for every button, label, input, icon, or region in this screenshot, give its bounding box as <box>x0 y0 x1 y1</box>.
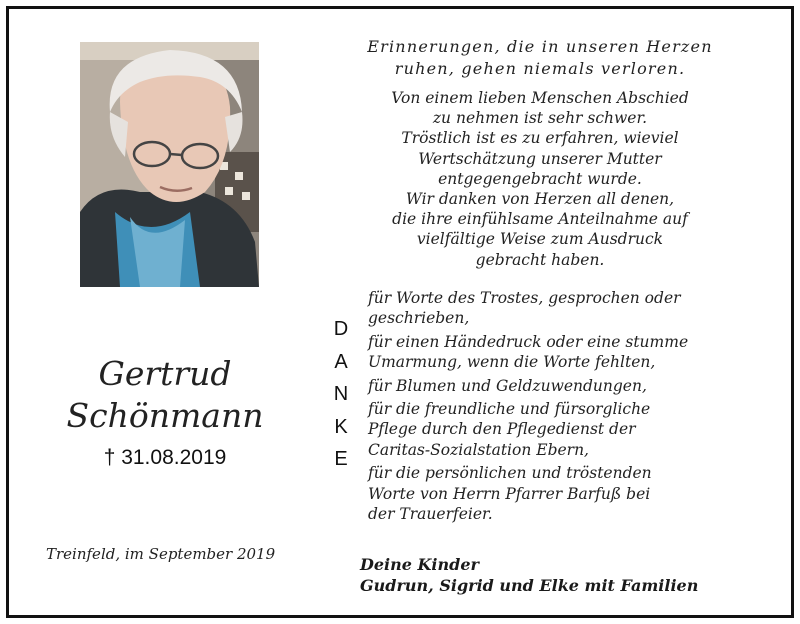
signature-line: Gudrun, Sigrid und Elke mit Familien <box>360 576 699 595</box>
deceased-first-name: Gertrud <box>98 354 232 393</box>
place-date: Treinfeld, im September 2019 <box>46 545 276 563</box>
motto <box>330 36 750 80</box>
danke-letter: K <box>334 415 348 438</box>
thanks-line: der Trauerfeier. <box>368 505 493 524</box>
paragraph-line: die ihre einfühlsame Anteilnahme auf <box>392 210 688 229</box>
thanks-item <box>368 332 736 373</box>
paragraph-line: Tröstlich ist es zu erfahren, wieviel <box>401 129 679 148</box>
thanks-line: Pflege durch den Pflegedienst der <box>368 420 636 439</box>
thanks-item <box>368 288 736 329</box>
thanks-line: Caritas-Sozialstation Ebern, <box>368 440 589 459</box>
portrait-illustration <box>80 42 259 287</box>
portrait-photo <box>80 42 259 287</box>
paragraph-line: Wir danken von Herzen all denen, <box>405 190 675 209</box>
motto-line: Erinnerungen, die in unseren Herzen <box>367 37 713 56</box>
thanks-line: geschrieben, <box>368 309 470 328</box>
signature <box>360 554 698 596</box>
danke-letter: E <box>334 448 348 470</box>
danke-letter: N <box>333 383 349 405</box>
thanks-line: für die freundliche und fürsorgliche <box>368 400 651 419</box>
thanks-line: für einen Händedruck oder eine stumme <box>368 332 689 351</box>
thanks-line: für Blumen und Geldzuwendungen, <box>368 376 647 395</box>
paragraph-line: entgegengebracht wurde. <box>438 169 642 188</box>
deceased-last-name: Schönmann <box>66 396 264 435</box>
paragraph-line: vielfältige Weise zum Ausdruck <box>416 230 664 249</box>
thanks-line: Worte von Herrn Pfarrer Barfuß bei <box>368 484 651 503</box>
motto-line: ruhen, gehen niemals verloren. <box>394 59 686 78</box>
paragraph-line: gebracht haben. <box>475 250 605 269</box>
paragraph-line: zu nehmen ist sehr schwer. <box>432 109 648 128</box>
thanks-paragraph <box>330 88 750 270</box>
paragraph-line: Von einem lieben Menschen Abschied <box>391 89 689 107</box>
thanks-line: für Worte des Trostes, gesprochen oder <box>368 289 681 307</box>
thanks-item <box>368 376 736 396</box>
signature-line: Deine Kinder <box>360 555 479 574</box>
thanks-list <box>368 288 736 527</box>
danke-letter: A <box>334 350 348 373</box>
thanks-item <box>368 399 736 460</box>
thanks-line: Umarmung, wenn die Worte fehlten, <box>368 353 656 372</box>
thanks-item <box>368 463 736 524</box>
danke-letter: D <box>333 318 349 340</box>
thanks-line: für die persönlichen und tröstenden <box>368 464 652 483</box>
death-date: † 31.08.2019 <box>103 446 227 469</box>
paragraph-line: Wertschätzung unserer Mutter <box>418 149 662 168</box>
danke-vertical <box>330 318 352 481</box>
